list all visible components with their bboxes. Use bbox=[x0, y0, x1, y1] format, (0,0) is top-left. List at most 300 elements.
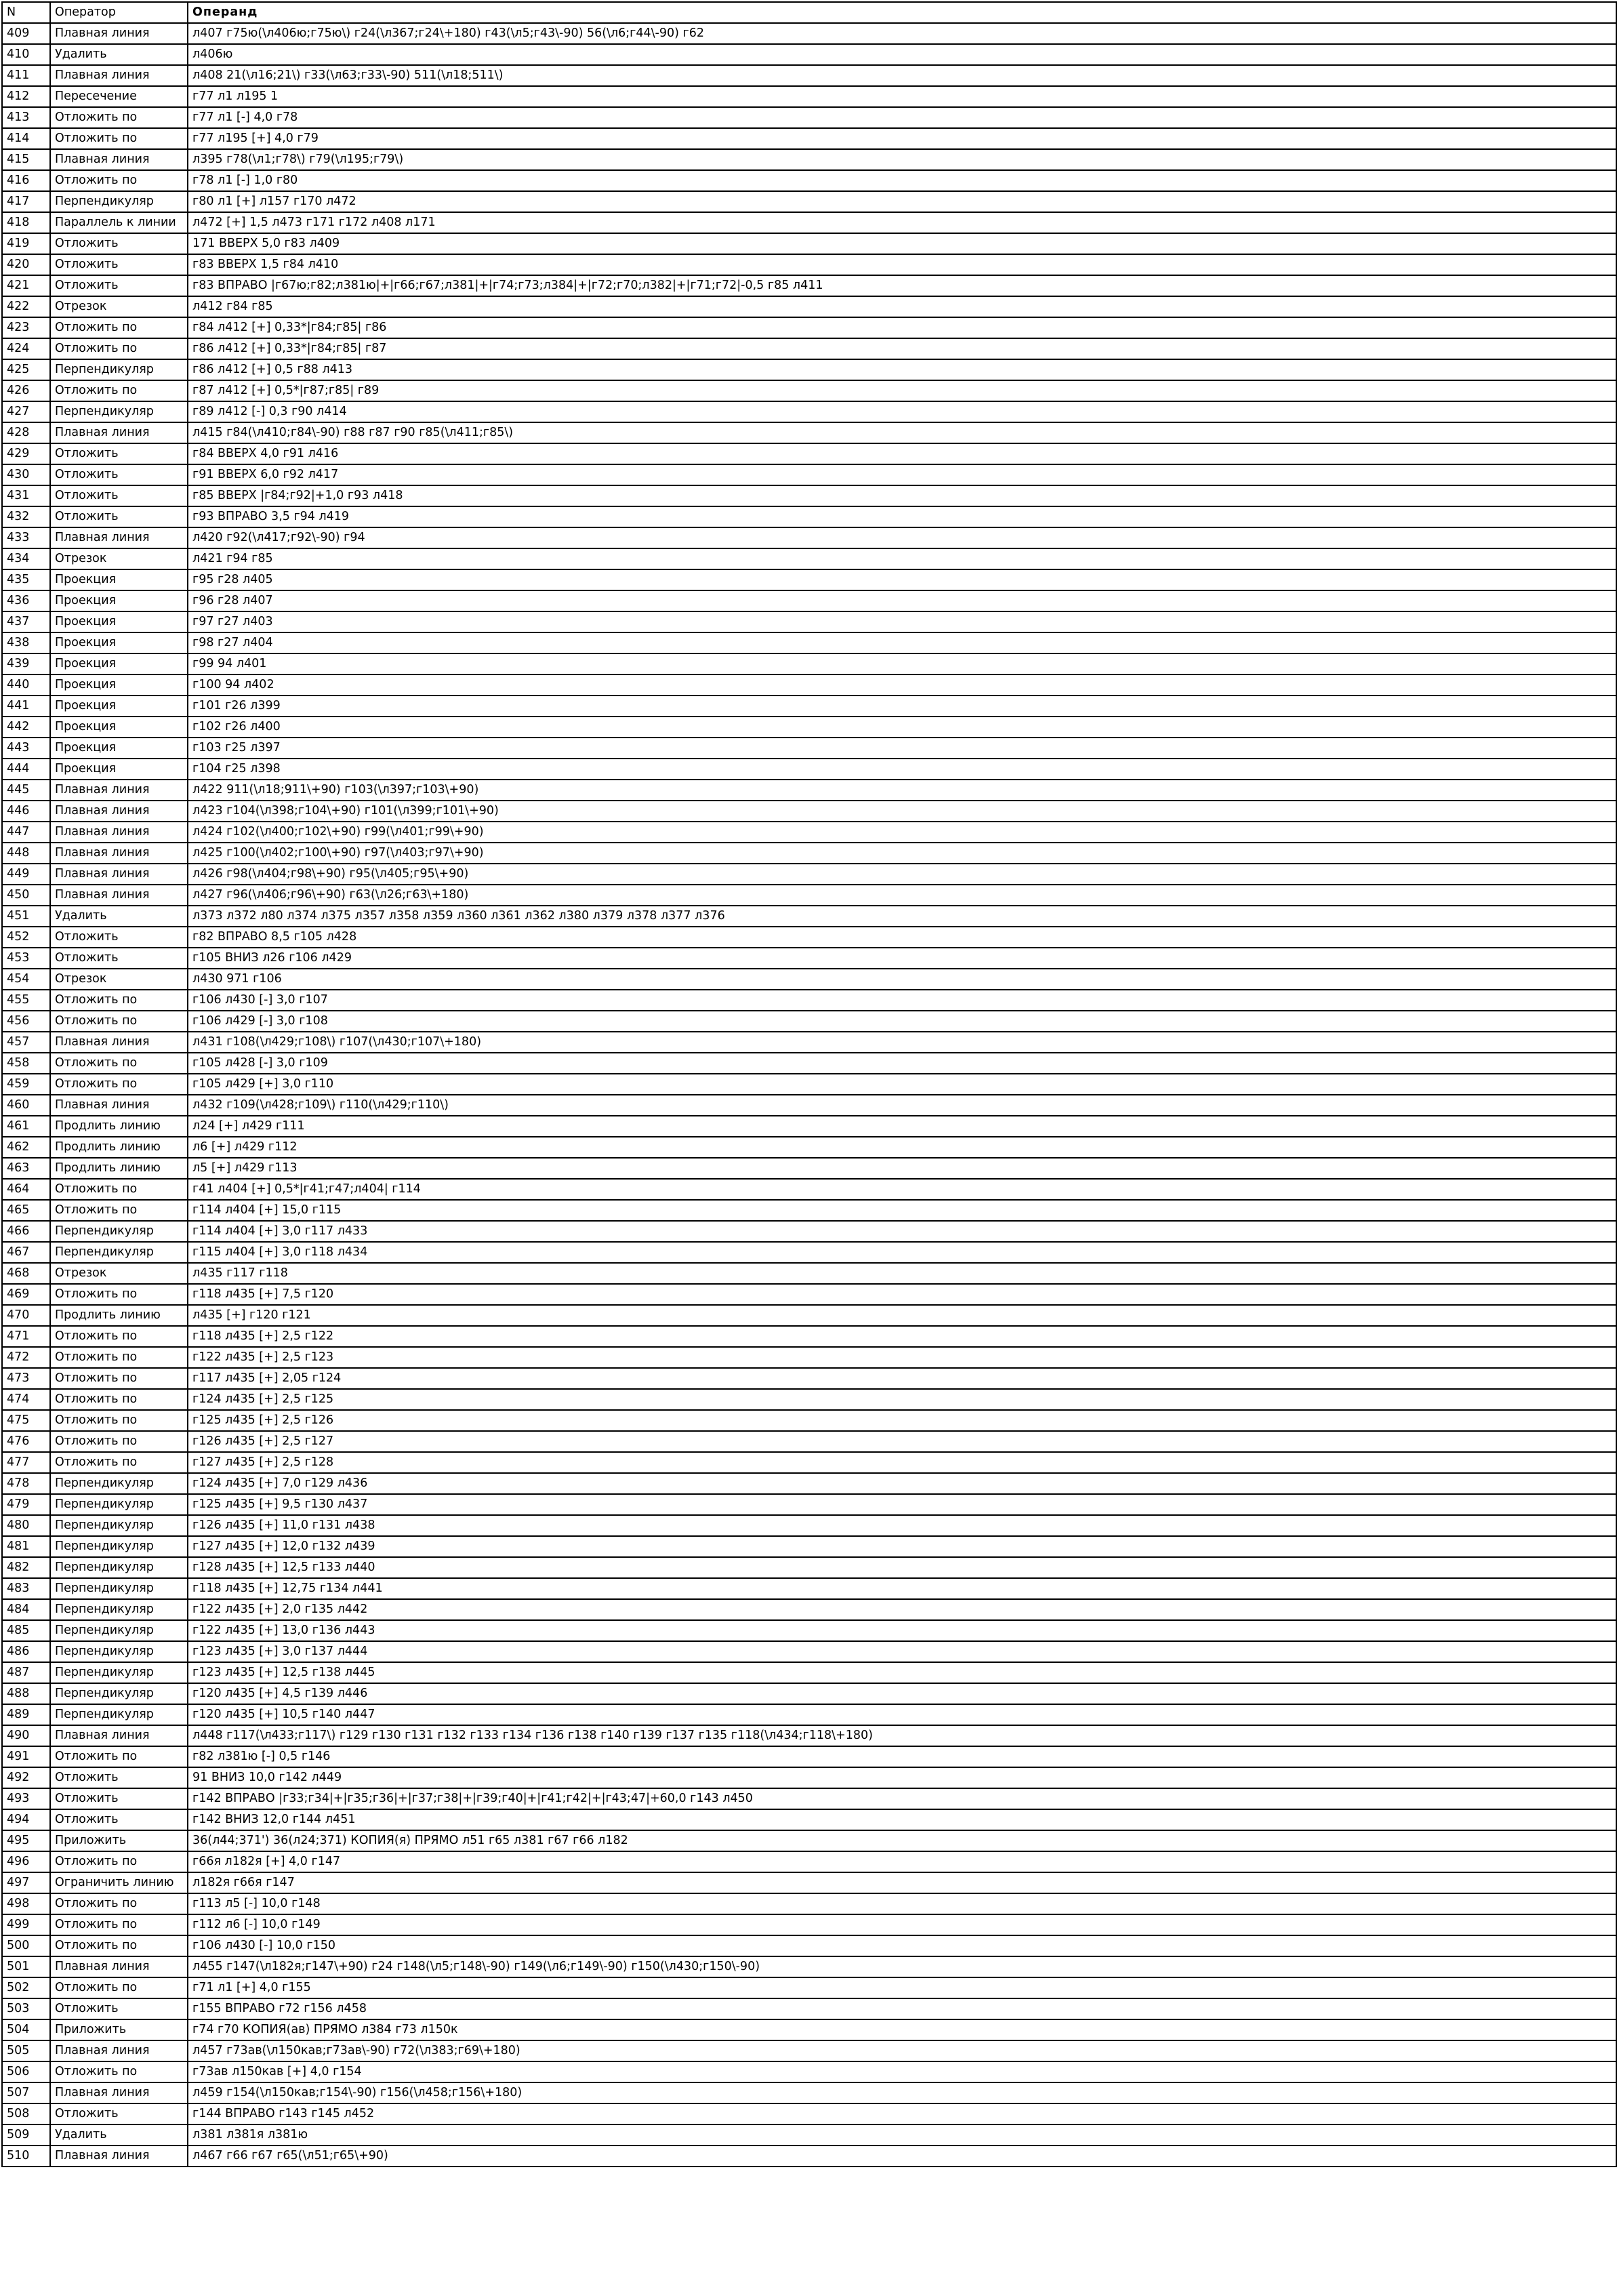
table-row bbox=[2, 1410, 1616, 1431]
operator-cell: Перпендикуляр bbox=[50, 1494, 188, 1515]
row-number: 479 bbox=[2, 1494, 50, 1515]
row-number: 504 bbox=[2, 2019, 50, 2040]
operand-cell: л407 г75ю(\л406ю;г75ю\) г24(\л367;г24\+180) г43(\л5;г43\-90) 56(\л6;г44\-90) г62 bbox=[188, 23, 1616, 44]
row-number: 487 bbox=[2, 1662, 50, 1683]
row-number: 492 bbox=[2, 1767, 50, 1788]
table-row bbox=[2, 2019, 1616, 2040]
row-number: 458 bbox=[2, 1053, 50, 1074]
operator-cell: Отложить по bbox=[50, 1326, 188, 1347]
table-row bbox=[2, 1515, 1616, 1536]
row-number: 414 bbox=[2, 128, 50, 149]
row-number: 480 bbox=[2, 1515, 50, 1536]
operator-cell: Перпендикуляр bbox=[50, 1683, 188, 1704]
operator-cell: Отложить bbox=[50, 485, 188, 506]
table-row bbox=[2, 23, 1616, 44]
table-row bbox=[2, 380, 1616, 401]
operator-cell: Ограничить линию bbox=[50, 1872, 188, 1893]
operand-cell: г123 л435 [+] 3,0 г137 л444 bbox=[188, 1641, 1616, 1662]
table-row bbox=[2, 801, 1616, 822]
row-number: 484 bbox=[2, 1599, 50, 1620]
header-operator: Оператор bbox=[50, 2, 188, 23]
operand-cell: г77 л1 л195 1 bbox=[188, 86, 1616, 107]
table-row bbox=[2, 443, 1616, 464]
table-row bbox=[2, 780, 1616, 801]
table-row bbox=[2, 717, 1616, 738]
row-number: 469 bbox=[2, 1284, 50, 1305]
row-number: 424 bbox=[2, 338, 50, 359]
operand-cell: г144 ВПРАВО г143 г145 л452 bbox=[188, 2103, 1616, 2124]
table-row bbox=[2, 212, 1616, 233]
operator-cell: Отложить по bbox=[50, 1893, 188, 1914]
operator-cell: Отложить bbox=[50, 275, 188, 296]
operator-cell: Плавная линия bbox=[50, 149, 188, 170]
operand-cell: л408 21(\л16;21\) г33(\л63;г33\-90) 511(\л18;511\) bbox=[188, 65, 1616, 86]
table-row bbox=[2, 1641, 1616, 1662]
table-row bbox=[2, 422, 1616, 443]
operand-cell: г127 л435 [+] 12,0 г132 л439 bbox=[188, 1536, 1616, 1557]
row-number: 497 bbox=[2, 1872, 50, 1893]
row-number: 461 bbox=[2, 1116, 50, 1137]
operand-cell: г126 л435 [+] 2,5 г127 bbox=[188, 1431, 1616, 1452]
operand-cell: л426 г98(\л404;г98\+90) г95(\л405;г95\+90) bbox=[188, 864, 1616, 885]
header-row bbox=[2, 2, 1616, 23]
operator-cell: Перпендикуляр bbox=[50, 191, 188, 212]
operator-cell: Отложить по bbox=[50, 1347, 188, 1368]
operator-cell: Продлить линию bbox=[50, 1137, 188, 1158]
operand-cell: г85 ВВЕРХ |г84;г92|+1,0 г93 л418 bbox=[188, 485, 1616, 506]
table-row bbox=[2, 1998, 1616, 2019]
table-row bbox=[2, 611, 1616, 632]
operations-table bbox=[1, 1, 1617, 2167]
operator-cell: Отложить bbox=[50, 254, 188, 275]
table-row bbox=[2, 2146, 1616, 2167]
operand-cell: г103 г25 л397 bbox=[188, 738, 1616, 759]
operand-cell: л448 г117(\л433;г117\) г129 г130 г131 г132 г133 г134 г136 г138 г140 г139 г137 г135 г118(\л434;г118\+180) bbox=[188, 1725, 1616, 1746]
table-row bbox=[2, 1431, 1616, 1452]
table-row bbox=[2, 1662, 1616, 1683]
operand-cell: г123 л435 [+] 12,5 г138 л445 bbox=[188, 1662, 1616, 1683]
operator-cell: Плавная линия bbox=[50, 527, 188, 548]
operator-cell: Перпендикуляр bbox=[50, 1557, 188, 1578]
operator-cell: Плавная линия bbox=[50, 65, 188, 86]
operand-cell: г125 л435 [+] 9,5 г130 л437 bbox=[188, 1494, 1616, 1515]
table-row bbox=[2, 1767, 1616, 1788]
row-number: 430 bbox=[2, 464, 50, 485]
table-row bbox=[2, 65, 1616, 86]
operator-cell: Перпендикуляр bbox=[50, 1536, 188, 1557]
row-number: 468 bbox=[2, 1263, 50, 1284]
operator-cell: Отложить по bbox=[50, 1746, 188, 1767]
operator-cell: Плавная линия bbox=[50, 780, 188, 801]
operator-cell: Отложить bbox=[50, 506, 188, 527]
row-number: 447 bbox=[2, 822, 50, 843]
table-row bbox=[2, 738, 1616, 759]
row-number: 439 bbox=[2, 653, 50, 674]
table-row bbox=[2, 1158, 1616, 1179]
operator-cell: Отложить bbox=[50, 927, 188, 948]
operator-cell: Проекция bbox=[50, 759, 188, 780]
row-number: 488 bbox=[2, 1683, 50, 1704]
table-row bbox=[2, 1305, 1616, 1326]
operand-cell: л472 [+] 1,5 л473 г171 г172 л408 л171 bbox=[188, 212, 1616, 233]
row-number: 423 bbox=[2, 317, 50, 338]
table-row bbox=[2, 2103, 1616, 2124]
row-number: 434 bbox=[2, 548, 50, 569]
operator-cell: Плавная линия bbox=[50, 864, 188, 885]
table-row bbox=[2, 1935, 1616, 1956]
operator-cell: Проекция bbox=[50, 632, 188, 653]
operand-cell: г113 л5 [-] 10,0 г148 bbox=[188, 1893, 1616, 1914]
header-n: N bbox=[2, 2, 50, 23]
table-row bbox=[2, 401, 1616, 422]
row-number: 478 bbox=[2, 1473, 50, 1494]
operand-cell: г91 ВВЕРХ 6,0 г92 л417 bbox=[188, 464, 1616, 485]
operand-cell: г77 л195 [+] 4,0 г79 bbox=[188, 128, 1616, 149]
operand-cell: г114 л404 [+] 15,0 г115 bbox=[188, 1200, 1616, 1221]
operator-cell: Отложить по bbox=[50, 1389, 188, 1410]
row-number: 455 bbox=[2, 990, 50, 1011]
operator-cell: Плавная линия bbox=[50, 1956, 188, 1977]
operand-cell: г74 г70 КОПИЯ(ав) ПРЯМО л384 г73 л150к bbox=[188, 2019, 1616, 2040]
table-row bbox=[2, 1263, 1616, 1284]
row-number: 500 bbox=[2, 1935, 50, 1956]
table-row bbox=[2, 1809, 1616, 1830]
row-number: 482 bbox=[2, 1557, 50, 1578]
table-row bbox=[2, 2124, 1616, 2146]
operand-cell: л415 г84(\л410;г84\-90) г88 г87 г90 г85(\л411;г85\) bbox=[188, 422, 1616, 443]
row-number: 429 bbox=[2, 443, 50, 464]
operand-cell: г105 л429 [+] 3,0 г110 bbox=[188, 1074, 1616, 1095]
table-row bbox=[2, 107, 1616, 128]
table-row bbox=[2, 1116, 1616, 1137]
operator-cell: Отложить по bbox=[50, 338, 188, 359]
operand-cell: г106 л430 [-] 10,0 г150 bbox=[188, 1935, 1616, 1956]
operand-cell: г80 л1 [+] л157 г170 л472 bbox=[188, 191, 1616, 212]
table-row bbox=[2, 1011, 1616, 1032]
operand-cell: л5 [+] л429 г113 bbox=[188, 1158, 1616, 1179]
operand-cell: г104 г25 л398 bbox=[188, 759, 1616, 780]
row-number: 462 bbox=[2, 1137, 50, 1158]
operator-cell: Отрезок bbox=[50, 296, 188, 317]
operand-cell: л24 [+] л429 г111 bbox=[188, 1116, 1616, 1137]
table-row bbox=[2, 1851, 1616, 1872]
table-row bbox=[2, 927, 1616, 948]
table-row bbox=[2, 1074, 1616, 1095]
operator-cell: Плавная линия bbox=[50, 843, 188, 864]
operator-cell: Отложить по bbox=[50, 1977, 188, 1998]
row-number: 428 bbox=[2, 422, 50, 443]
table-row bbox=[2, 254, 1616, 275]
operand-cell: г83 ВВЕРХ 1,5 г84 л410 bbox=[188, 254, 1616, 275]
operator-cell: Отложить по bbox=[50, 1368, 188, 1389]
row-number: 456 bbox=[2, 1011, 50, 1032]
operand-cell: г106 л429 [-] 3,0 г108 bbox=[188, 1011, 1616, 1032]
operator-cell: Плавная линия bbox=[50, 822, 188, 843]
table-row bbox=[2, 128, 1616, 149]
table-row bbox=[2, 1347, 1616, 1368]
row-number: 481 bbox=[2, 1536, 50, 1557]
operator-cell: Плавная линия bbox=[50, 1725, 188, 1746]
operand-cell: л422 911(\л18;911\+90) г103(\л397;г103\+90) bbox=[188, 780, 1616, 801]
table-row bbox=[2, 569, 1616, 590]
operand-cell: л395 г78(\л1;г78\) г79(\л195;г79\) bbox=[188, 149, 1616, 170]
row-number: 483 bbox=[2, 1578, 50, 1599]
table-row bbox=[2, 2040, 1616, 2061]
operator-cell: Проекция bbox=[50, 717, 188, 738]
table-row bbox=[2, 1242, 1616, 1263]
row-number: 496 bbox=[2, 1851, 50, 1872]
row-number: 467 bbox=[2, 1242, 50, 1263]
operator-cell: Проекция bbox=[50, 738, 188, 759]
operand-cell: л435 [+] г120 г121 bbox=[188, 1305, 1616, 1326]
row-number: 503 bbox=[2, 1998, 50, 2019]
row-number: 510 bbox=[2, 2146, 50, 2167]
operand-cell: г86 л412 [+] 0,5 г88 л413 bbox=[188, 359, 1616, 380]
operator-cell: Перпендикуляр bbox=[50, 1599, 188, 1620]
table-row bbox=[2, 759, 1616, 780]
operand-cell: л435 г117 г118 bbox=[188, 1263, 1616, 1284]
operand-cell: г118 л435 [+] 2,5 г122 bbox=[188, 1326, 1616, 1347]
operator-cell: Отрезок bbox=[50, 548, 188, 569]
operator-cell: Отложить bbox=[50, 1998, 188, 2019]
operand-cell: г125 л435 [+] 2,5 г126 bbox=[188, 1410, 1616, 1431]
row-number: 425 bbox=[2, 359, 50, 380]
row-number: 472 bbox=[2, 1347, 50, 1368]
row-number: 412 bbox=[2, 86, 50, 107]
table-row bbox=[2, 1095, 1616, 1116]
operator-cell: Отложить по bbox=[50, 1011, 188, 1032]
table-row bbox=[2, 191, 1616, 212]
table-row bbox=[2, 548, 1616, 569]
row-number: 432 bbox=[2, 506, 50, 527]
table-row bbox=[2, 1725, 1616, 1746]
operand-cell: г115 л404 [+] 3,0 г118 л434 bbox=[188, 1242, 1616, 1263]
operator-cell: Отложить по bbox=[50, 128, 188, 149]
operator-cell: Отложить по bbox=[50, 170, 188, 191]
row-number: 494 bbox=[2, 1809, 50, 1830]
table-row bbox=[2, 1956, 1616, 1977]
operator-cell: Проекция bbox=[50, 611, 188, 632]
row-number: 443 bbox=[2, 738, 50, 759]
row-number: 463 bbox=[2, 1158, 50, 1179]
operand-cell: г97 г27 л403 bbox=[188, 611, 1616, 632]
operator-cell: Перпендикуляр bbox=[50, 1221, 188, 1242]
operator-cell: Плавная линия bbox=[50, 23, 188, 44]
operand-cell: г93 ВПРАВО 3,5 г94 л419 bbox=[188, 506, 1616, 527]
table-row bbox=[2, 1368, 1616, 1389]
row-number: 509 bbox=[2, 2124, 50, 2146]
table-row bbox=[2, 1788, 1616, 1809]
row-number: 413 bbox=[2, 107, 50, 128]
operand-cell: л431 г108(\л429;г108\) г107(\л430;г107\+180) bbox=[188, 1032, 1616, 1053]
table-row bbox=[2, 317, 1616, 338]
table-row bbox=[2, 864, 1616, 885]
operand-cell: 171 ВВЕРХ 5,0 г83 л409 bbox=[188, 233, 1616, 254]
operator-cell: Проекция bbox=[50, 674, 188, 696]
row-number: 451 bbox=[2, 906, 50, 927]
operator-cell: Приложить bbox=[50, 2019, 188, 2040]
operand-cell: г124 л435 [+] 7,0 г129 л436 bbox=[188, 1473, 1616, 1494]
operand-cell: г84 ВВЕРХ 4,0 г91 л416 bbox=[188, 443, 1616, 464]
operator-cell: Отложить bbox=[50, 948, 188, 969]
row-number: 445 bbox=[2, 780, 50, 801]
table-row bbox=[2, 86, 1616, 107]
operator-cell: Проекция bbox=[50, 590, 188, 611]
operator-cell: Перпендикуляр bbox=[50, 1515, 188, 1536]
table-row bbox=[2, 1452, 1616, 1473]
table-row bbox=[2, 632, 1616, 653]
operand-cell: г105 л428 [-] 3,0 г109 bbox=[188, 1053, 1616, 1074]
row-number: 473 bbox=[2, 1368, 50, 1389]
operand-cell: г118 л435 [+] 12,75 г134 л441 bbox=[188, 1578, 1616, 1599]
table-row bbox=[2, 822, 1616, 843]
operand-cell: г142 ВНИЗ 12,0 г144 л451 bbox=[188, 1809, 1616, 1830]
row-number: 501 bbox=[2, 1956, 50, 1977]
operator-cell: Плавная линия bbox=[50, 801, 188, 822]
operand-cell: л381 л381я л381ю bbox=[188, 2124, 1616, 2146]
row-number: 490 bbox=[2, 1725, 50, 1746]
table-row bbox=[2, 1578, 1616, 1599]
operand-cell: г117 л435 [+] 2,05 г124 bbox=[188, 1368, 1616, 1389]
row-number: 431 bbox=[2, 485, 50, 506]
operand-cell: л182я г66я г147 bbox=[188, 1872, 1616, 1893]
row-number: 471 bbox=[2, 1326, 50, 1347]
table-row bbox=[2, 1893, 1616, 1914]
table-row bbox=[2, 527, 1616, 548]
row-number: 419 bbox=[2, 233, 50, 254]
operand-cell: л421 г94 г85 bbox=[188, 548, 1616, 569]
operand-cell: г124 л435 [+] 2,5 г125 bbox=[188, 1389, 1616, 1410]
operator-cell: Перпендикуляр bbox=[50, 401, 188, 422]
operand-cell: г126 л435 [+] 11,0 г131 л438 bbox=[188, 1515, 1616, 1536]
table-row bbox=[2, 1830, 1616, 1851]
operand-cell: г142 ВПРАВО |г33;г34|+|г35;г36|+|г37;г38|+|г39;г40|+|г41;г42|+|г43;47|+60,0 г143 л450 bbox=[188, 1788, 1616, 1809]
operator-cell: Перпендикуляр bbox=[50, 1620, 188, 1641]
row-number: 442 bbox=[2, 717, 50, 738]
row-number: 505 bbox=[2, 2040, 50, 2061]
operand-cell: г78 л1 [-] 1,0 г80 bbox=[188, 170, 1616, 191]
table-row bbox=[2, 948, 1616, 969]
table-row bbox=[2, 359, 1616, 380]
operator-cell: Плавная линия bbox=[50, 2082, 188, 2103]
operand-cell: г66я л182я [+] 4,0 г147 bbox=[188, 1851, 1616, 1872]
operator-cell: Проекция bbox=[50, 569, 188, 590]
table-row bbox=[2, 149, 1616, 170]
table-row bbox=[2, 590, 1616, 611]
operand-cell: г128 л435 [+] 12,5 г133 л440 bbox=[188, 1557, 1616, 1578]
table-row bbox=[2, 275, 1616, 296]
row-number: 466 bbox=[2, 1221, 50, 1242]
table-row bbox=[2, 696, 1616, 717]
operator-cell: Плавная линия bbox=[50, 2040, 188, 2061]
row-number: 499 bbox=[2, 1914, 50, 1935]
operand-cell: г84 л412 [+] 0,33*|г84;г85| г86 bbox=[188, 317, 1616, 338]
row-number: 410 bbox=[2, 44, 50, 65]
row-number: 493 bbox=[2, 1788, 50, 1809]
row-number: 450 bbox=[2, 885, 50, 906]
operator-cell: Продлить линию bbox=[50, 1305, 188, 1326]
row-number: 444 bbox=[2, 759, 50, 780]
row-number: 420 bbox=[2, 254, 50, 275]
operator-cell: Плавная линия bbox=[50, 1095, 188, 1116]
table-row bbox=[2, 296, 1616, 317]
row-number: 454 bbox=[2, 969, 50, 990]
operator-cell: Отрезок bbox=[50, 1263, 188, 1284]
row-number: 460 bbox=[2, 1095, 50, 1116]
operand-cell: л467 г66 г67 г65(\л51;г65\+90) bbox=[188, 2146, 1616, 2167]
operand-cell: г100 94 л402 bbox=[188, 674, 1616, 696]
operator-cell: Отложить по bbox=[50, 1410, 188, 1431]
row-number: 415 bbox=[2, 149, 50, 170]
operator-cell: Отложить по bbox=[50, 1431, 188, 1452]
operand-cell: г122 л435 [+] 2,5 г123 bbox=[188, 1347, 1616, 1368]
table-row bbox=[2, 1620, 1616, 1641]
row-number: 465 bbox=[2, 1200, 50, 1221]
table-row bbox=[2, 1977, 1616, 1998]
table-row bbox=[2, 170, 1616, 191]
table-row bbox=[2, 44, 1616, 65]
table-row bbox=[2, 338, 1616, 359]
table-row bbox=[2, 1473, 1616, 1494]
operator-cell: Отложить по bbox=[50, 1053, 188, 1074]
table-row bbox=[2, 233, 1616, 254]
operand-cell: г73ав л150кав [+] 4,0 г154 bbox=[188, 2061, 1616, 2082]
table-row bbox=[2, 1284, 1616, 1305]
operator-cell: Отложить по bbox=[50, 1200, 188, 1221]
operator-cell: Отложить по bbox=[50, 1914, 188, 1935]
table-row bbox=[2, 2061, 1616, 2082]
row-number: 459 bbox=[2, 1074, 50, 1095]
row-number: 506 bbox=[2, 2061, 50, 2082]
table-row bbox=[2, 1032, 1616, 1053]
row-number: 417 bbox=[2, 191, 50, 212]
row-number: 416 bbox=[2, 170, 50, 191]
operand-cell: л430 971 г106 bbox=[188, 969, 1616, 990]
operand-cell: г82 л381ю [-] 0,5 г146 bbox=[188, 1746, 1616, 1767]
row-number: 491 bbox=[2, 1746, 50, 1767]
operator-cell: Плавная линия bbox=[50, 1032, 188, 1053]
operand-cell: г89 л412 [-] 0,3 г90 л414 bbox=[188, 401, 1616, 422]
operand-cell: г106 л430 [-] 3,0 г107 bbox=[188, 990, 1616, 1011]
row-number: 441 bbox=[2, 696, 50, 717]
row-number: 440 bbox=[2, 674, 50, 696]
operand-cell: г95 г28 л405 bbox=[188, 569, 1616, 590]
operand-cell: г87 л412 [+] 0,5*|г87;г85| г89 bbox=[188, 380, 1616, 401]
operator-cell: Параллель к линии bbox=[50, 212, 188, 233]
operand-cell: г127 л435 [+] 2,5 г128 bbox=[188, 1452, 1616, 1473]
row-number: 477 bbox=[2, 1452, 50, 1473]
table-row bbox=[2, 885, 1616, 906]
operator-cell: Отложить bbox=[50, 1809, 188, 1830]
table-row bbox=[2, 653, 1616, 674]
row-number: 426 bbox=[2, 380, 50, 401]
row-number: 486 bbox=[2, 1641, 50, 1662]
row-number: 498 bbox=[2, 1893, 50, 1914]
row-number: 435 bbox=[2, 569, 50, 590]
operator-cell: Отложить bbox=[50, 1767, 188, 1788]
operator-cell: Удалить bbox=[50, 2124, 188, 2146]
row-number: 446 bbox=[2, 801, 50, 822]
operator-cell: Продлить линию bbox=[50, 1116, 188, 1137]
operator-cell: Удалить bbox=[50, 44, 188, 65]
row-number: 422 bbox=[2, 296, 50, 317]
row-number: 489 bbox=[2, 1704, 50, 1725]
operand-cell: л420 г92(\л417;г92\-90) г94 bbox=[188, 527, 1616, 548]
table-row bbox=[2, 1704, 1616, 1725]
row-number: 436 bbox=[2, 590, 50, 611]
operator-cell: Перпендикуляр bbox=[50, 1473, 188, 1494]
row-number: 448 bbox=[2, 843, 50, 864]
